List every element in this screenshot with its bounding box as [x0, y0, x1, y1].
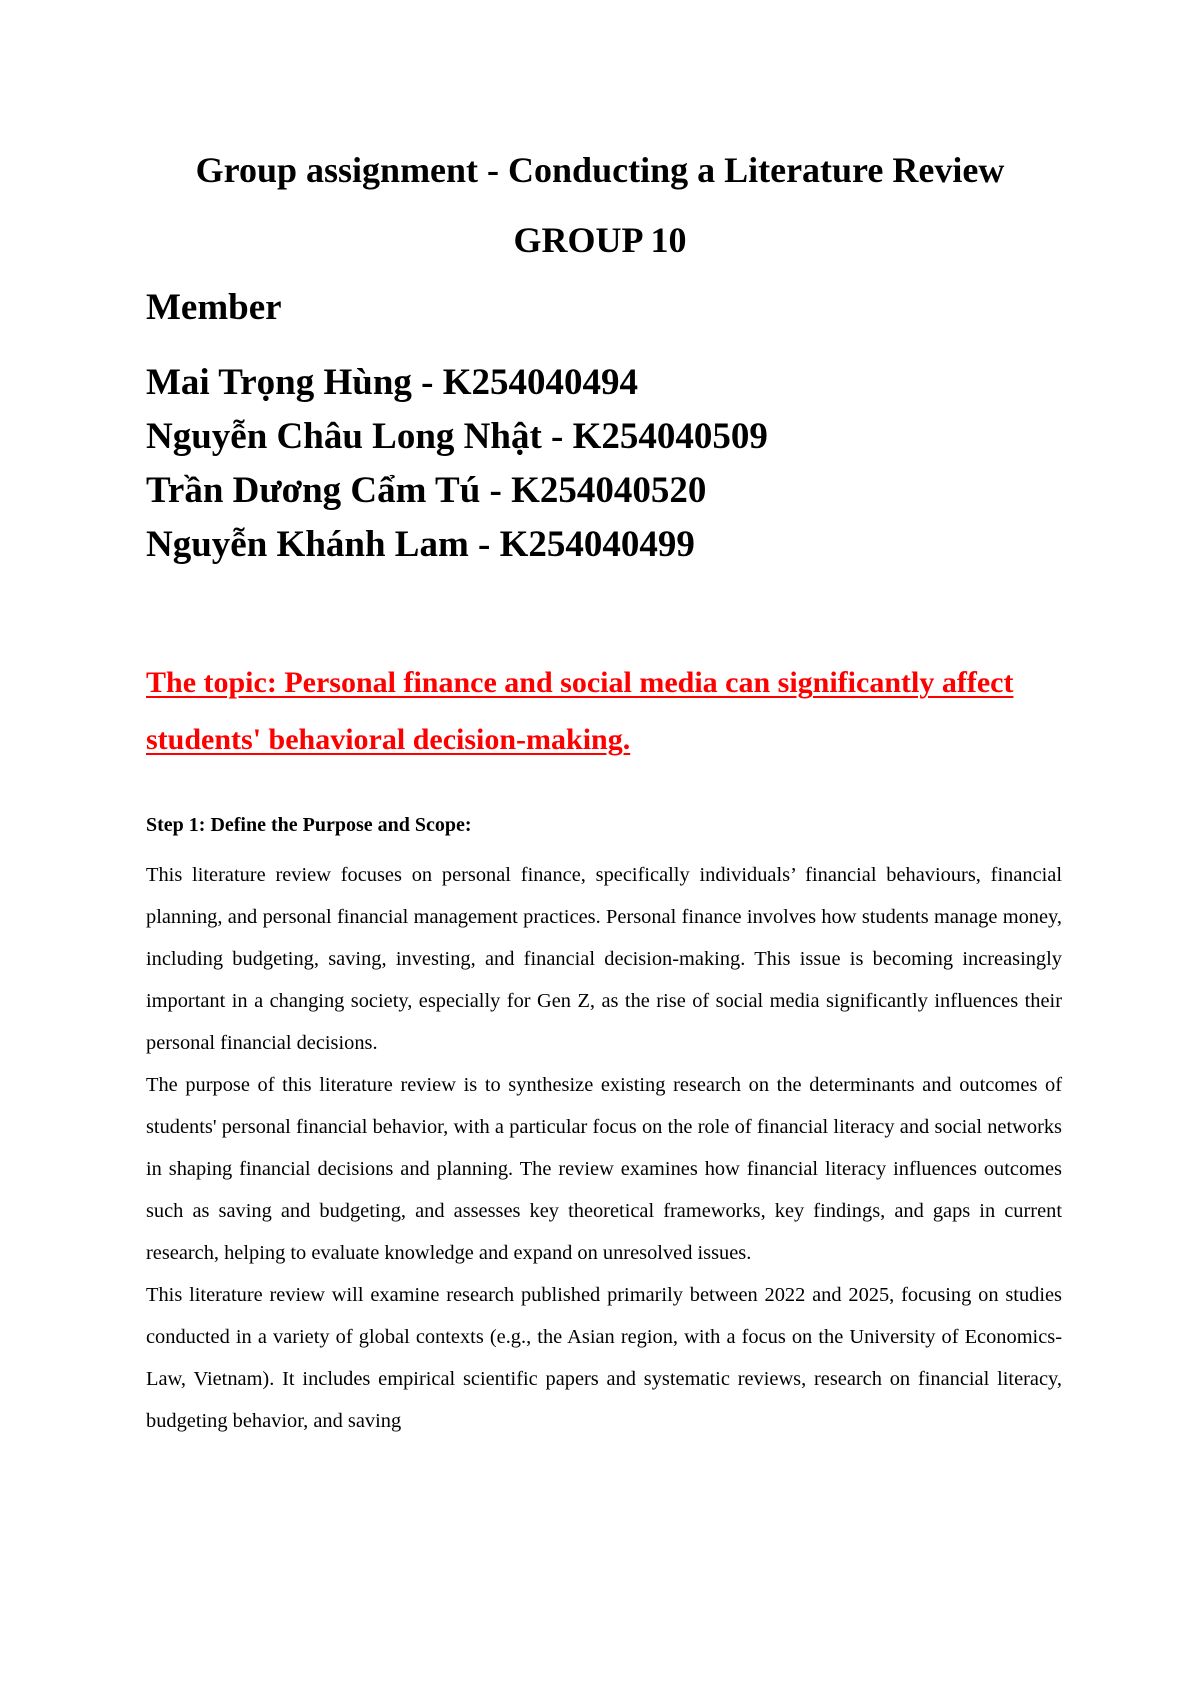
body-paragraph: This literature review focuses on personal finance, specifically individuals’ financial behaviours, financial planning, and personal financial management practices. Personal finance involves how students manage money, including budgeting, saving, investing, and financial decision-making. This issue is becoming increasingly important in a changing society, especially for Gen Z, as the rise of social media significantly influences their personal financial decisions.: [146, 864, 1062, 1054]
group-name: GROUP 10: [513, 220, 687, 260]
member-item: Trần Dương Cẩm Tú - K254040520: [146, 470, 707, 511]
body-paragraph: This literature review will examine research published primarily between 2022 and 2025, focusing on studies conducted in a variety of global contexts (e.g., the Asian region, with a focus on the University of Economics-Law, Vietnam). It includes empirical scientific papers and systematic reviews, research on financial literacy, budgeting behavior, and saving: [146, 1284, 1062, 1432]
member-item: Nguyễn Châu Long Nhật - K254040509: [146, 416, 768, 457]
step1-body: [146, 854, 1062, 1442]
member-item: Mai Trọng Hùng - K254040494: [146, 362, 639, 403]
member-heading: Member: [146, 287, 282, 328]
step1-heading: Step 1: Define the Purpose and Scope:: [146, 814, 472, 836]
topic-statement: The topic: Personal finance and social media can significantly affect students' behavioral decision-making.: [146, 666, 1014, 756]
document-title: Group assignment - Conducting a Literature Review: [195, 150, 1005, 190]
body-paragraph: The purpose of this literature review is to synthesize existing research on the determinants and outcomes of students' personal financial behavior, with a particular focus on the role of financial literacy and social networks in shaping financial decisions and planning. The review examines how financial literacy influences outcomes such as saving and budgeting, and assesses key theoretical frameworks, key findings, and gaps in current research, helping to evaluate knowledge and expand on unresolved issues.: [146, 1074, 1062, 1264]
member-item: Nguyễn Khánh Lam - K254040499: [146, 524, 695, 565]
member-list: [146, 356, 768, 572]
